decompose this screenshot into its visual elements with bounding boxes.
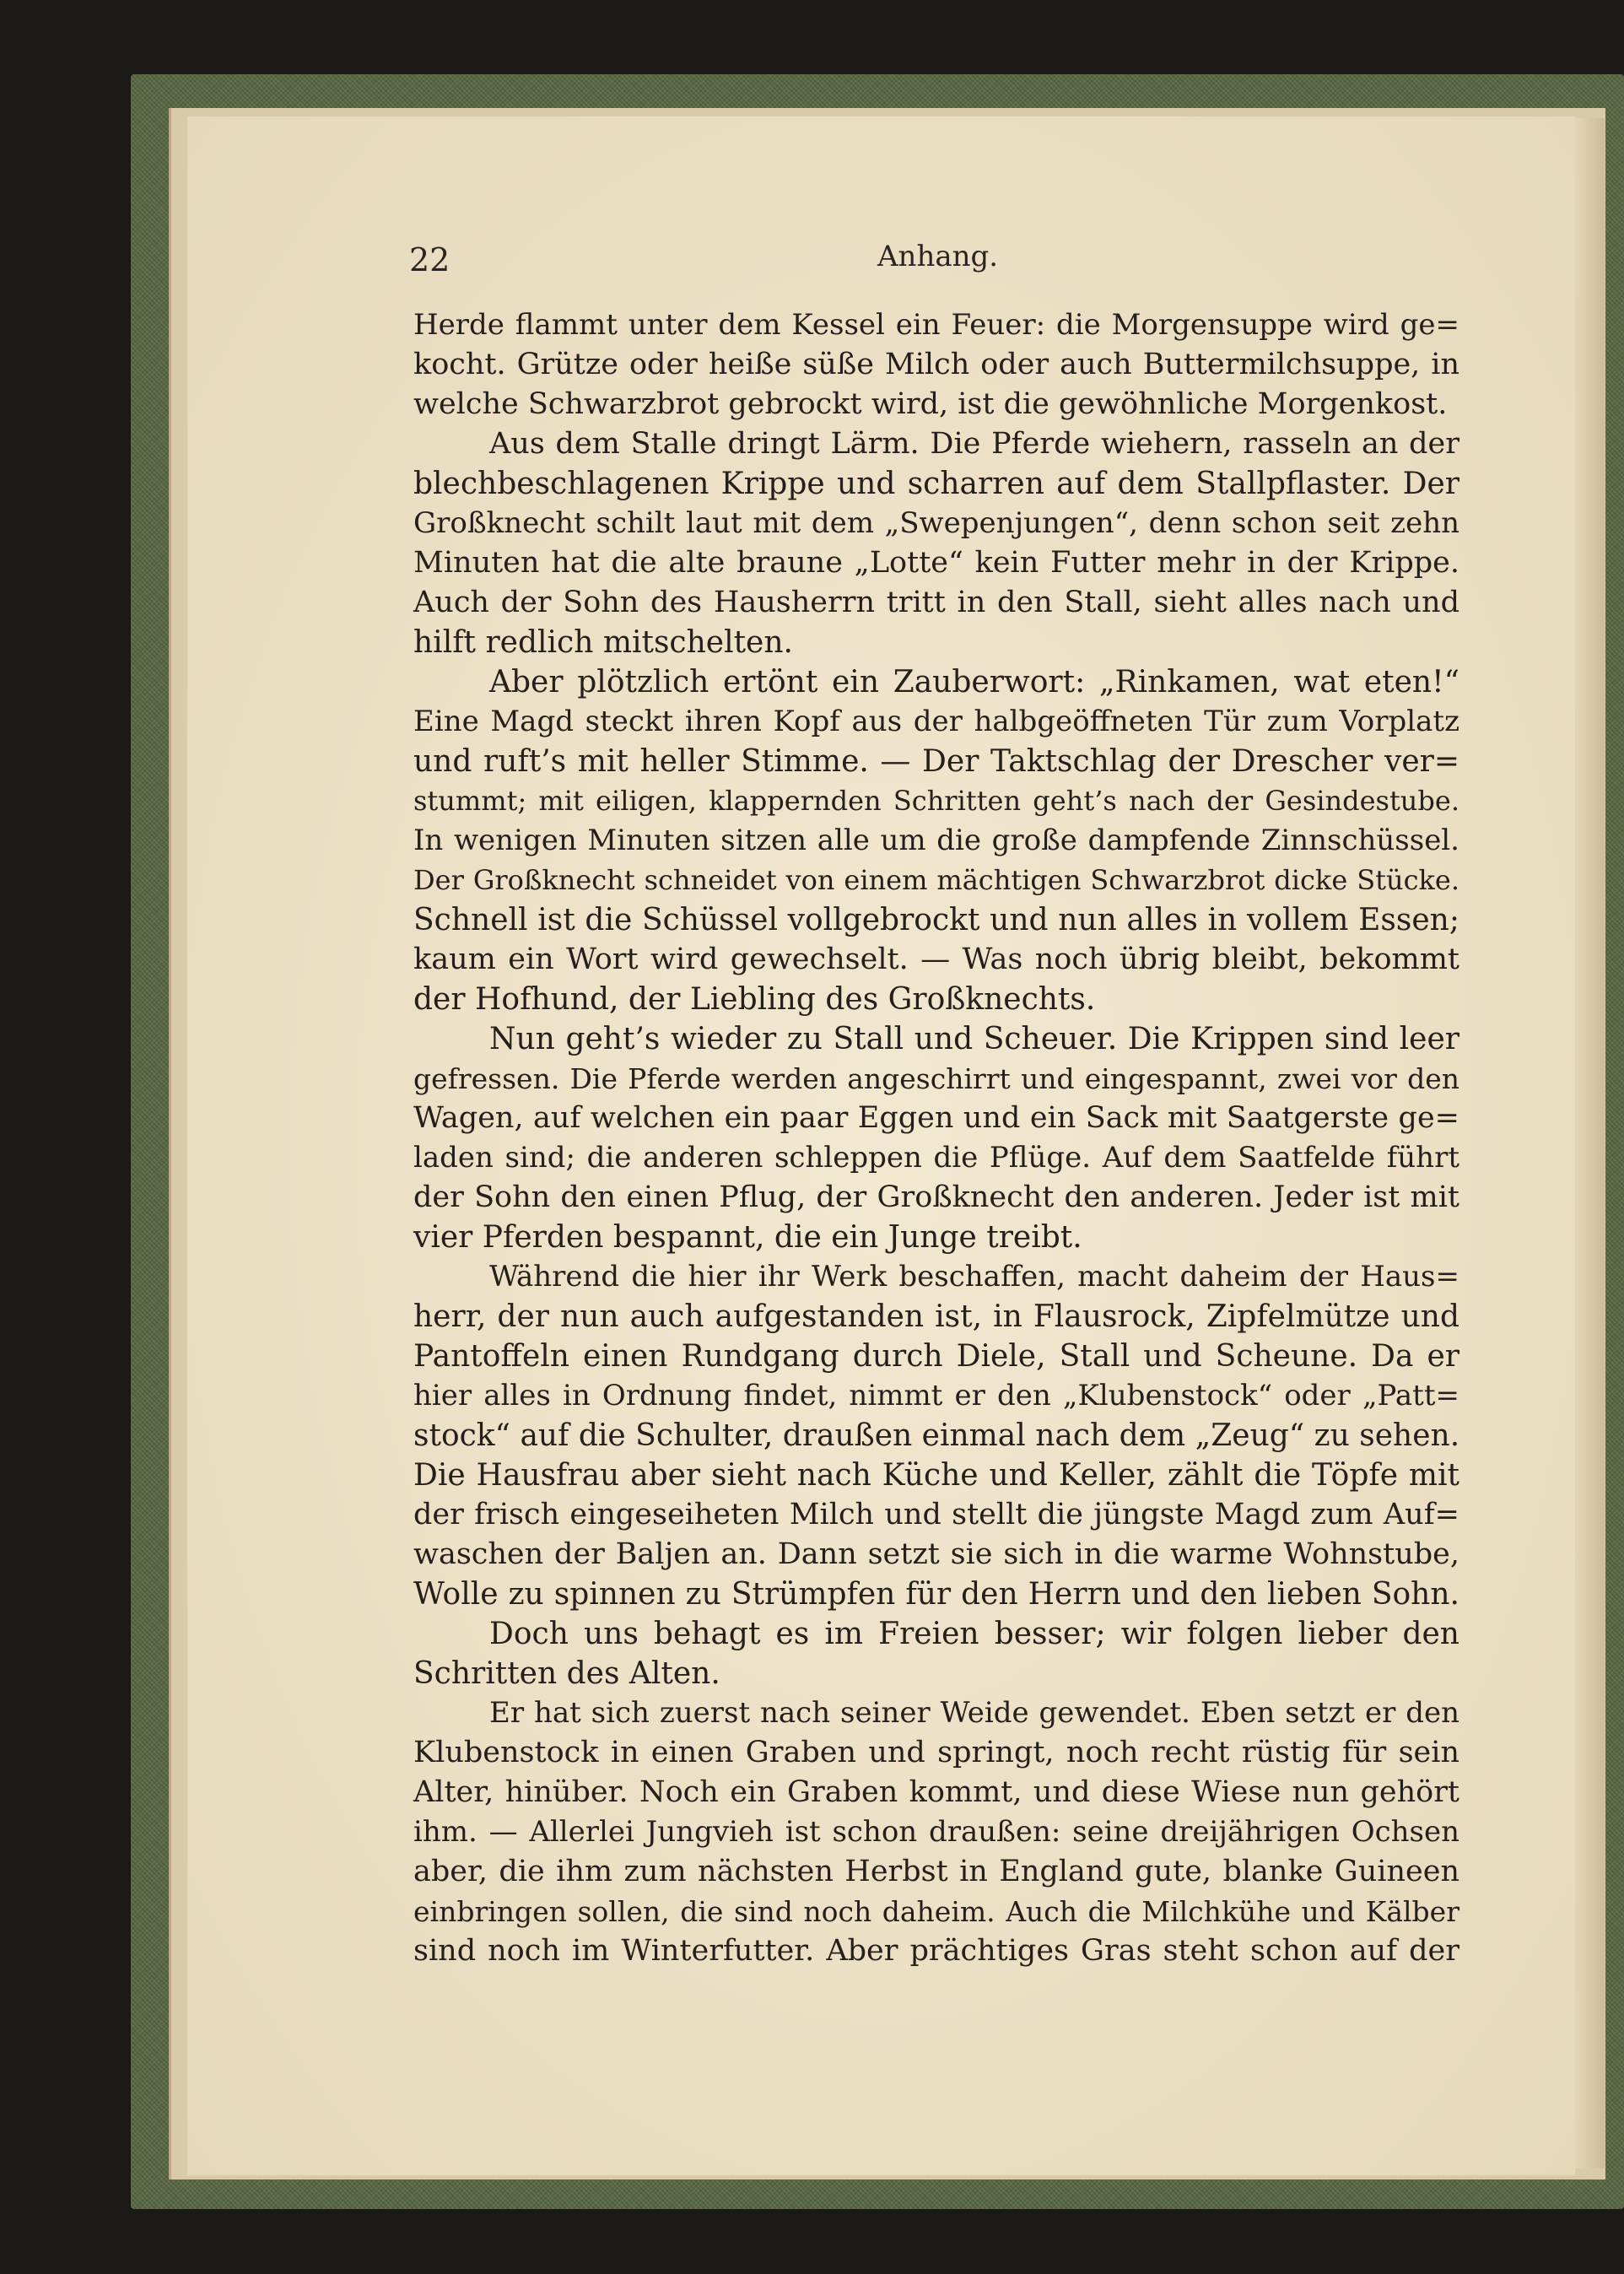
text-line: Nun geht’s wieder zu Stall und Scheuer. Die Krippen sind leer: [489, 1022, 1459, 1056]
text-line: Pantoffeln einen Rundgang durch Diele, Stall und Scheune. Da er: [413, 1339, 1459, 1374]
text-line: Schritten des Alten.: [413, 1656, 720, 1691]
text-line: stock“ auf die Schulter, draußen einmal nach dem „Zeug“ zu sehen.: [413, 1418, 1460, 1453]
text-line: gefressen. Die Pferde werden angeschirrt und eingespannt, zwei vor den: [413, 1062, 1459, 1095]
text-line: stummt; mit eiligen, klappernden Schritten geht’s nach der Gesindestube.: [413, 785, 1459, 817]
text-line: vier Pferden bespannt, die ein Junge treibt.: [413, 1220, 1082, 1255]
text-line: herr, der nun auch aufgestanden ist, in Flausrock, Zipfelmütze und: [413, 1299, 1459, 1334]
text-line: In wenigen Minuten sitzen alle um die große dampfende Zinnschüssel.: [413, 824, 1459, 857]
text-line: kaum ein Wort wird gewechselt. — Was noch übrig bleibt, bekommt: [413, 943, 1459, 976]
text-line: hilft redlich mitschelten.: [413, 625, 793, 660]
page-number: 22: [409, 241, 451, 278]
text-line: Während die hier ihr Werk beschaffen, macht daheim der Haus=: [489, 1260, 1459, 1294]
text-line: Doch uns behagt es im Freien besser; wir folgen lieber den: [489, 1617, 1459, 1651]
text-line: Auch der Sohn des Hausherrn tritt in den Stall, sieht alles nach und: [413, 586, 1459, 619]
text-line: Der Großknecht schneidet von einem mächtigen Schwarzbrot dicke Stücke.: [413, 864, 1459, 896]
text-line: der Hofhund, der Liebling des Großknechts.: [413, 982, 1096, 1017]
text-line: Klubenstock in einen Graben und springt, noch recht rüstig für sein: [413, 1736, 1459, 1769]
text-line: Wolle zu spinnen zu Strümpfen für den Herrn und den lieben Sohn.: [413, 1577, 1459, 1612]
text-line: sind noch im Winterfutter. Aber prächtiges Gras steht schon auf der: [413, 1934, 1459, 1968]
text-line: Aus dem Stalle dringt Lärm. Die Pferde wiehern, rasseln an der: [489, 427, 1459, 461]
text-line: einbringen sollen, die sind noch daheim. Auch die Milchkühe und Kälber: [413, 1895, 1459, 1928]
text-line: der frisch eingeseiheten Milch und stellt die jüngste Magd zum Auf=: [413, 1498, 1459, 1531]
text-line: Er hat sich zuerst nach seiner Weide gewendet. Eben setzt er den: [489, 1696, 1459, 1730]
text-line: hier alles in Ordnung findet, nimmt er den „Klubenstock“ oder „Patt=: [413, 1379, 1459, 1412]
text-line: ihm. — Allerlei Jungvieh ist schon draußen: seine dreijährigen Ochsen: [413, 1815, 1459, 1849]
text-line: aber, die ihm zum nächsten Herbst in England gute, blanke Guineen: [413, 1855, 1459, 1888]
text-line: Alter, hinüber. Noch ein Graben kommt, und diese Wiese nun gehört: [413, 1775, 1459, 1809]
text-line: blechbeschlagenen Krippe und scharren auf dem Stallpflaster. Der: [413, 467, 1459, 501]
text-line: waschen der Baljen an. Dann setzt sie sich in die warme Wohnstube,: [413, 1537, 1459, 1571]
text-line: und ruft’s mit heller Stimme. — Der Taktschlag der Drescher ver=: [413, 744, 1459, 779]
text-line: Eine Magd steckt ihren Kopf aus der halbgeöffneten Tür zum Vorplatz: [413, 705, 1459, 738]
text-line: Schnell ist die Schüssel vollgebrockt und nun alles in vollem Essen;: [413, 903, 1459, 937]
text-line: Die Hausfrau aber sieht nach Küche und Keller, zählt die Töpfe mit: [413, 1458, 1459, 1493]
text-line: Wagen, auf welchen ein paar Eggen und ein Sack mit Saatgerste ge=: [413, 1101, 1459, 1135]
text-line: Großknecht schilt laut mit dem „Swepenjungen“, denn schon seit zehn: [413, 506, 1459, 540]
text-line: der Sohn den einen Pflug, der Großknecht den anderen. Jeder ist mit: [413, 1180, 1459, 1214]
text-line: kocht. Grütze oder heiße süße Milch oder auch Buttermilchsuppe, in: [413, 348, 1459, 381]
text-line: laden sind; die anderen schleppen die Pflüge. Auf dem Saatfelde führt: [413, 1141, 1459, 1175]
text-line: Minuten hat die alte braune „Lotte“ kein Futter mehr in der Krippe.: [413, 546, 1459, 580]
text-line: welche Schwarzbrot gebrockt wird, ist die gewöhnliche Morgenkost.: [413, 387, 1448, 421]
text-line: Aber plötzlich ertönt ein Zauberwort: „Rinkamen, wat eten!“: [489, 665, 1459, 699]
facing-page-edge: [1571, 118, 1605, 2169]
running-head: [409, 236, 1459, 287]
body-text: [413, 305, 1459, 1971]
text-line: Herde flammt unter dem Kessel ein Feuer: die Morgensuppe wird ge=: [413, 308, 1459, 342]
section-title: Anhang.: [877, 240, 999, 273]
